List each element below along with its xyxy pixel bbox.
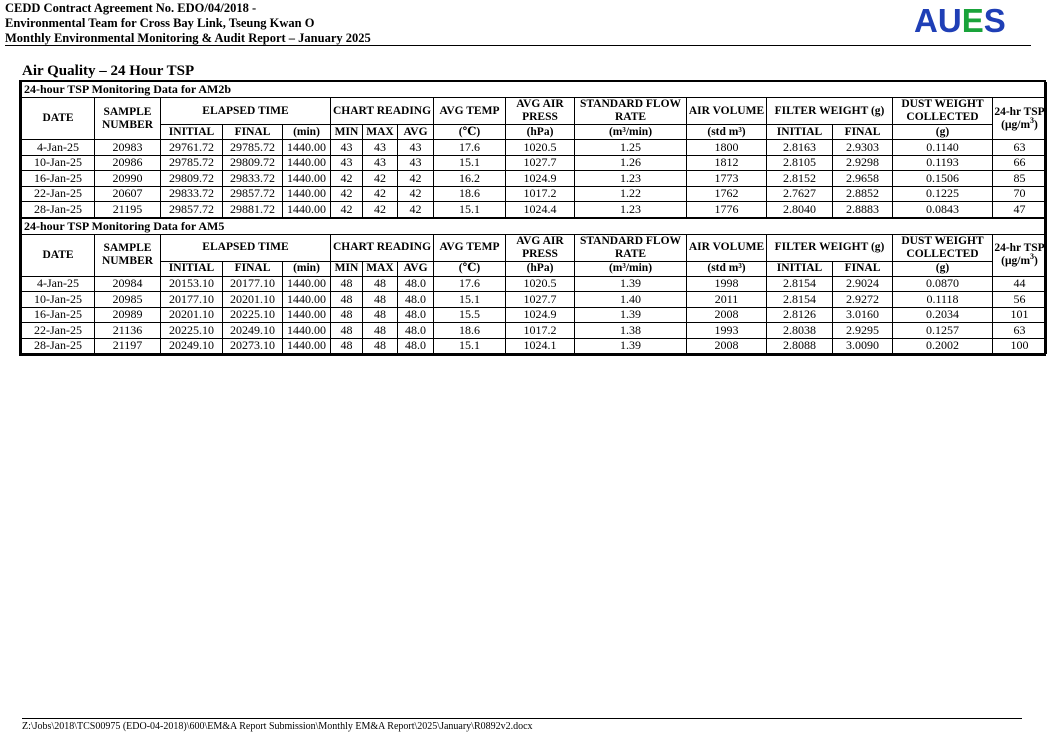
col-header-sample: SAMPLE NUMBER	[95, 234, 161, 276]
table-row	[22, 307, 1047, 323]
table-cell: 85	[993, 171, 1047, 187]
table-cell: 20985	[95, 292, 161, 308]
table-cell: 2.8126	[767, 307, 833, 323]
table-cell: 15.1	[434, 338, 506, 354]
table-cell: 2.9272	[833, 292, 893, 308]
table-cell: 15.1	[434, 202, 506, 218]
table-cell: 10-Jan-25	[22, 155, 95, 171]
table-cell: 63	[993, 323, 1047, 339]
table-cell: 1440.00	[283, 276, 331, 292]
table-cell: 1440.00	[283, 307, 331, 323]
table-cell: 0.1506	[893, 171, 993, 187]
table-cell: 1.38	[575, 323, 687, 339]
col-header-filter-weight: FILTER WEIGHT (g)	[767, 98, 893, 125]
sub-header-avg: AVG	[398, 261, 434, 276]
table-cell: 2.8038	[767, 323, 833, 339]
table-cell: 1027.7	[506, 155, 575, 171]
table-cell: 16-Jan-25	[22, 307, 95, 323]
table-cell: 20984	[95, 276, 161, 292]
section-title: Air Quality – 24 Hour TSP	[22, 63, 195, 79]
table-cell: 2008	[687, 307, 767, 323]
table-caption: 24-hour TSP Monitoring Data for AM5	[22, 218, 1047, 235]
sub-header-initial: INITIAL	[161, 261, 223, 276]
table-cell: 1993	[687, 323, 767, 339]
table-cell: 18.6	[434, 323, 506, 339]
table-caption-row	[22, 82, 1047, 98]
table-row	[22, 338, 1047, 354]
table-cell: 29809.72	[223, 155, 283, 171]
table-cell: 20986	[95, 155, 161, 171]
table-cell: 1024.9	[506, 171, 575, 187]
table-cell: 1440.00	[283, 323, 331, 339]
table-caption-row	[22, 218, 1047, 235]
table-cell: 0.1257	[893, 323, 993, 339]
table-cell: 48	[363, 292, 398, 308]
table-cell: 21136	[95, 323, 161, 339]
table-cell: 44	[993, 276, 1047, 292]
table-cell: 20989	[95, 307, 161, 323]
table-cell: 101	[993, 307, 1047, 323]
table-cell: 20153.10	[161, 276, 223, 292]
sub-header-final: FINAL	[223, 125, 283, 140]
table-cell: 20273.10	[223, 338, 283, 354]
table-cell: 43	[331, 155, 363, 171]
footer-path: Z:\Jobs\2018\TCS00975 (EDO-04-2018)\600\EM&A Report Submission\Monthly EM&A Report\2025\January\R0892v2.docx	[22, 721, 533, 732]
table-row	[22, 323, 1047, 339]
table-cell: 15.1	[434, 292, 506, 308]
table-cell: 15.5	[434, 307, 506, 323]
table-cell: 4-Jan-25	[22, 140, 95, 156]
table-cell: 1.39	[575, 276, 687, 292]
table-cell: 29833.72	[223, 171, 283, 187]
table-cell: 63	[993, 140, 1047, 156]
col-header-chart: CHART READING	[331, 98, 434, 125]
table-cell: 20177.10	[161, 292, 223, 308]
table-cell: 48	[363, 307, 398, 323]
table-cell: 1.39	[575, 338, 687, 354]
table-cell: 20607	[95, 186, 161, 202]
col-header-elapsed: ELAPSED TIME	[161, 234, 331, 261]
sub-header-temp-unit: (℃)	[434, 261, 506, 276]
tsp-data-table	[21, 82, 1047, 354]
table-cell: 29881.72	[223, 202, 283, 218]
table-cell: 1024.1	[506, 338, 575, 354]
table-row	[22, 202, 1047, 218]
header-row-1	[22, 98, 1047, 125]
table-cell: 0.0870	[893, 276, 993, 292]
aues-logo: AUES	[914, 2, 1006, 39]
table-cell: 29833.72	[161, 186, 223, 202]
sub-header-dust-unit: (g)	[893, 125, 993, 140]
table-cell: 0.2034	[893, 307, 993, 323]
table-cell: 16.2	[434, 171, 506, 187]
table-cell: 21197	[95, 338, 161, 354]
table-cell: 1020.5	[506, 140, 575, 156]
table-cell: 1440.00	[283, 140, 331, 156]
tsp-unit: (μg/m	[1001, 118, 1031, 131]
table-cell: 56	[993, 292, 1047, 308]
sub-header-min: MIN	[331, 261, 363, 276]
table-cell: 3.0090	[833, 338, 893, 354]
table-cell: 28-Jan-25	[22, 338, 95, 354]
table-cell: 2.8040	[767, 202, 833, 218]
table-cell: 1.26	[575, 155, 687, 171]
table-cell: 20983	[95, 140, 161, 156]
table-cell: 48.0	[398, 338, 434, 354]
table-cell: 48.0	[398, 292, 434, 308]
table-cell: 1024.4	[506, 202, 575, 218]
table-cell: 2.9298	[833, 155, 893, 171]
sub-header-vol-unit: (std m³)	[687, 261, 767, 276]
table-cell: 48.0	[398, 307, 434, 323]
table-cell: 48	[331, 323, 363, 339]
table-cell: 15.1	[434, 155, 506, 171]
sub-header-press-unit: (hPa)	[506, 125, 575, 140]
table-cell: 1.22	[575, 186, 687, 202]
table-cell: 1.23	[575, 202, 687, 218]
sub-header-temp-unit: (℃)	[434, 125, 506, 140]
table-cell: 2.9658	[833, 171, 893, 187]
header-row-2	[22, 261, 1047, 276]
table-cell: 20225.10	[223, 307, 283, 323]
table-cell: 2.8163	[767, 140, 833, 156]
sub-header-flow-unit: (m³/min)	[575, 125, 687, 140]
table-cell: 2.8154	[767, 276, 833, 292]
sub-header-initial: INITIAL	[161, 125, 223, 140]
table-cell: 28-Jan-25	[22, 202, 95, 218]
table-cell: 20201.10	[223, 292, 283, 308]
table-cell: 20249.10	[223, 323, 283, 339]
col-header-sample: SAMPLE NUMBER	[95, 98, 161, 140]
sub-header-initial: INITIAL	[767, 261, 833, 276]
table-cell: 20249.10	[161, 338, 223, 354]
sub-header-avg: AVG	[398, 125, 434, 140]
header-line-2: Environmental Team for Cross Bay Link, Tseung Kwan O	[5, 16, 315, 30]
col-header-dust-weight: DUST WEIGHT COLLECTED	[893, 234, 993, 261]
table-cell: 1776	[687, 202, 767, 218]
col-header-avg-air-press: AVG AIR PRESS	[506, 98, 575, 125]
col-header-avg-temp: AVG TEMP	[434, 234, 506, 261]
table-cell: 42	[331, 202, 363, 218]
table-cell: 1020.5	[506, 276, 575, 292]
table-cell: 2011	[687, 292, 767, 308]
table-cell: 10-Jan-25	[22, 292, 95, 308]
table-cell: 1440.00	[283, 292, 331, 308]
table-cell: 48	[363, 323, 398, 339]
table-cell: 100	[993, 338, 1047, 354]
table-cell: 1440.00	[283, 155, 331, 171]
table-cell: 4-Jan-25	[22, 276, 95, 292]
table-cell: 0.0843	[893, 202, 993, 218]
header-divider	[5, 45, 1031, 46]
table-cell: 1812	[687, 155, 767, 171]
table-cell: 20177.10	[223, 276, 283, 292]
col-header-tsp: 24-hr TSP $(\mu g/m^3)$	[993, 234, 1047, 276]
table-row	[22, 186, 1047, 202]
table-cell: 42	[331, 186, 363, 202]
table-cell: 42	[398, 171, 434, 187]
table-cell: 17.6	[434, 140, 506, 156]
col-header-filter-weight: FILTER WEIGHT (g)	[767, 234, 893, 261]
sub-header-vol-unit: (std m³)	[687, 125, 767, 140]
tsp-tables	[19, 80, 1046, 356]
table-cell: 1.39	[575, 307, 687, 323]
table-cell: 48	[331, 307, 363, 323]
table-cell: 47	[993, 202, 1047, 218]
table-cell: 48	[331, 338, 363, 354]
table-cell: 3.0160	[833, 307, 893, 323]
table-row	[22, 155, 1047, 171]
sub-header-flow-unit: (m³/min)	[575, 261, 687, 276]
col-header-elapsed: ELAPSED TIME	[161, 98, 331, 125]
col-header-avg-air-press: AVG AIR PRESS	[506, 234, 575, 261]
table-cell: 2.9024	[833, 276, 893, 292]
table-row	[22, 171, 1047, 187]
table-cell: 29857.72	[161, 202, 223, 218]
table-cell: 48	[331, 292, 363, 308]
table-cell: 48	[363, 276, 398, 292]
sub-header-final: FINAL	[833, 125, 893, 140]
table-cell: 43	[398, 155, 434, 171]
table-cell: 2.8152	[767, 171, 833, 187]
table-cell: 2.9303	[833, 140, 893, 156]
table-cell: 2.8154	[767, 292, 833, 308]
col-header-std-flow: STANDARD FLOW RATE	[575, 98, 687, 125]
sub-header-min-unit: (min)	[283, 261, 331, 276]
table-cell: 1017.2	[506, 186, 575, 202]
header-row-2	[22, 125, 1047, 140]
col-header-dust-weight: DUST WEIGHT COLLECTED	[893, 98, 993, 125]
tsp-unit: (μg/m	[1001, 255, 1031, 267]
header-line-1: CEDD Contract Agreement No. EDO/04/2018 -	[5, 1, 257, 15]
col-header-air-volume: AIR VOLUME	[687, 98, 767, 125]
table-cell: 43	[398, 140, 434, 156]
table-cell: 20201.10	[161, 307, 223, 323]
table-row	[22, 292, 1047, 308]
col-header-chart: CHART READING	[331, 234, 434, 261]
table-cell: 66	[993, 155, 1047, 171]
table-cell: 42	[398, 202, 434, 218]
table-cell: 1773	[687, 171, 767, 187]
table-cell: 21195	[95, 202, 161, 218]
sub-header-max: MAX	[363, 261, 398, 276]
table-cell: 42	[331, 171, 363, 187]
table-cell: 1017.2	[506, 323, 575, 339]
footer-divider	[22, 718, 1022, 719]
table-cell: 1.25	[575, 140, 687, 156]
sub-header-final: FINAL	[833, 261, 893, 276]
table-cell: 43	[363, 140, 398, 156]
table-cell: 2.8883	[833, 202, 893, 218]
table-cell: 1440.00	[283, 186, 331, 202]
table-cell: 20990	[95, 171, 161, 187]
sub-header-final: FINAL	[223, 261, 283, 276]
table-cell: 2.8088	[767, 338, 833, 354]
table-cell: 0.1140	[893, 140, 993, 156]
table-cell: 0.1225	[893, 186, 993, 202]
col-header-avg-temp: AVG TEMP	[434, 98, 506, 125]
table-cell: 1762	[687, 186, 767, 202]
table-cell: 2.9295	[833, 323, 893, 339]
table-caption: 24-hour TSP Monitoring Data for AM2b	[22, 82, 1047, 98]
table-cell: 22-Jan-25	[22, 186, 95, 202]
sub-header-initial: INITIAL	[767, 125, 833, 140]
col-header-date: DATE	[22, 98, 95, 140]
table-cell: 42	[363, 202, 398, 218]
col-header-std-flow: STANDARD FLOW RATE	[575, 234, 687, 261]
header-row-1	[22, 234, 1047, 261]
table-row	[22, 276, 1047, 292]
table-cell: 1440.00	[283, 202, 331, 218]
col-header-tsp: 24-hr TSP $(\mu g/m^3)$	[993, 98, 1047, 140]
table-cell: 0.1193	[893, 155, 993, 171]
table-cell: 2.8105	[767, 155, 833, 171]
table-cell: 42	[363, 186, 398, 202]
table-cell: 0.2002	[893, 338, 993, 354]
tsp-label: 24-hr TSP	[994, 105, 1045, 118]
table-cell: 2.8852	[833, 186, 893, 202]
table-cell: 48.0	[398, 276, 434, 292]
table-cell: 22-Jan-25	[22, 323, 95, 339]
table-cell: 42	[398, 186, 434, 202]
sub-header-min-unit: (min)	[283, 125, 331, 140]
table-cell: 20225.10	[161, 323, 223, 339]
table-cell: 42	[363, 171, 398, 187]
table-cell: 29809.72	[161, 171, 223, 187]
table-cell: 29857.72	[223, 186, 283, 202]
table-cell: 16-Jan-25	[22, 171, 95, 187]
table-cell: 29785.72	[223, 140, 283, 156]
table-cell: 1440.00	[283, 338, 331, 354]
table-cell: 2008	[687, 338, 767, 354]
table-cell: 17.6	[434, 276, 506, 292]
table-cell: 43	[331, 140, 363, 156]
header-line-3: Monthly Environmental Monitoring & Audit Report – January 2025	[5, 31, 371, 45]
sub-header-min: MIN	[331, 125, 363, 140]
col-header-date: DATE	[22, 234, 95, 276]
table-cell: 43	[363, 155, 398, 171]
table-cell: 0.1118	[893, 292, 993, 308]
table-cell: 1.23	[575, 171, 687, 187]
table-cell: 1027.7	[506, 292, 575, 308]
table-cell: 1024.9	[506, 307, 575, 323]
sub-header-dust-unit: (g)	[893, 261, 993, 276]
table-cell: 48.0	[398, 323, 434, 339]
table-row	[22, 140, 1047, 156]
sub-header-press-unit: (hPa)	[506, 261, 575, 276]
table-cell: 18.6	[434, 186, 506, 202]
sub-header-max: MAX	[363, 125, 398, 140]
table-cell: 29785.72	[161, 155, 223, 171]
table-cell: 1800	[687, 140, 767, 156]
table-cell: 48	[331, 276, 363, 292]
table-cell: 70	[993, 186, 1047, 202]
table-cell: 1998	[687, 276, 767, 292]
table-cell: 1.40	[575, 292, 687, 308]
table-cell: 48	[363, 338, 398, 354]
col-header-air-volume: AIR VOLUME	[687, 234, 767, 261]
table-cell: 29761.72	[161, 140, 223, 156]
tsp-label: 24-hr TSP	[994, 242, 1045, 254]
report-header	[5, 1, 371, 46]
table-cell: 2.7627	[767, 186, 833, 202]
table-cell: 1440.00	[283, 171, 331, 187]
